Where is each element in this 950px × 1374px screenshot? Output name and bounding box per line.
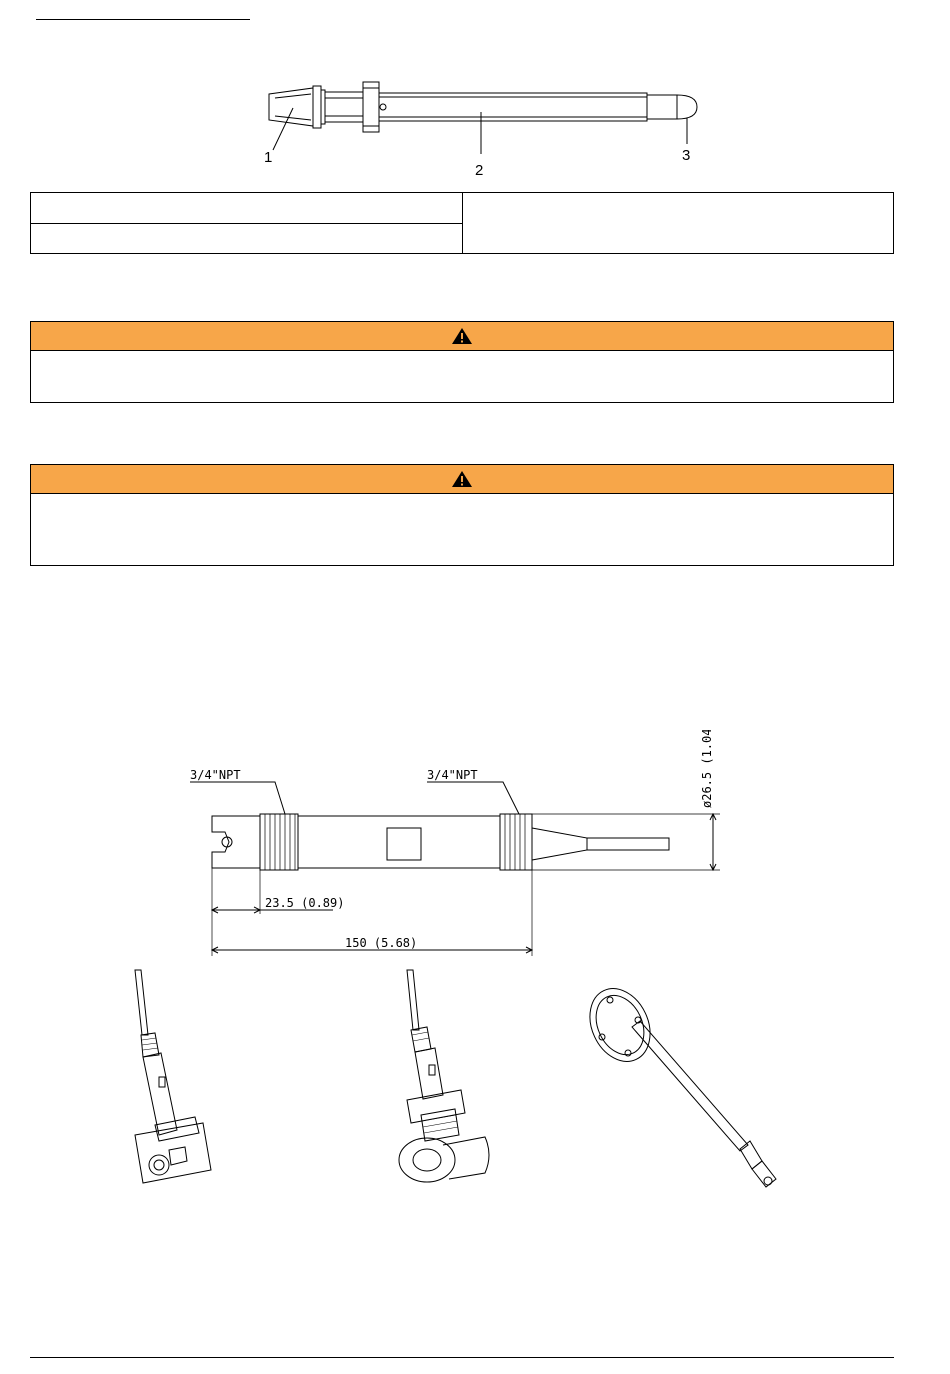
sensor-with-flange-drawing (580, 965, 790, 1195)
dimension-drawing (185, 730, 730, 960)
warning-box (30, 321, 894, 403)
thread-label-left: 3/4"NPT (190, 768, 241, 782)
header-rule (36, 19, 250, 20)
footer-rule (30, 1357, 894, 1358)
callout-3: 3 (682, 147, 691, 164)
dimension-svg (185, 730, 730, 960)
warning-header (31, 465, 893, 494)
table-cell (462, 193, 894, 254)
thread-label-right: 3/4"NPT (427, 768, 478, 782)
table-row (31, 193, 894, 224)
warning-header (31, 322, 893, 351)
sensor-in-union-tee-drawing (385, 965, 495, 1195)
dimension-label-diameter: ø26.5 (1.04) (700, 730, 714, 808)
sensor-figure (255, 72, 715, 184)
callout-1: 1 (264, 149, 273, 166)
dimension-label-long: 150 (5.68) (345, 936, 418, 950)
warning-triangle-icon (451, 470, 473, 488)
sensor-in-tee-drawing (115, 965, 225, 1195)
legend-table (30, 192, 894, 254)
warning-text (31, 351, 893, 363)
table-cell (31, 193, 463, 224)
warning-triangle-icon (451, 327, 473, 345)
dimension-label-short: 23.5 (0.89) (265, 896, 345, 910)
table-cell (31, 223, 463, 254)
warning-box (30, 464, 894, 566)
callout-2: 2 (475, 162, 484, 179)
sensor-drawing (255, 72, 715, 184)
warning-text (31, 494, 893, 506)
